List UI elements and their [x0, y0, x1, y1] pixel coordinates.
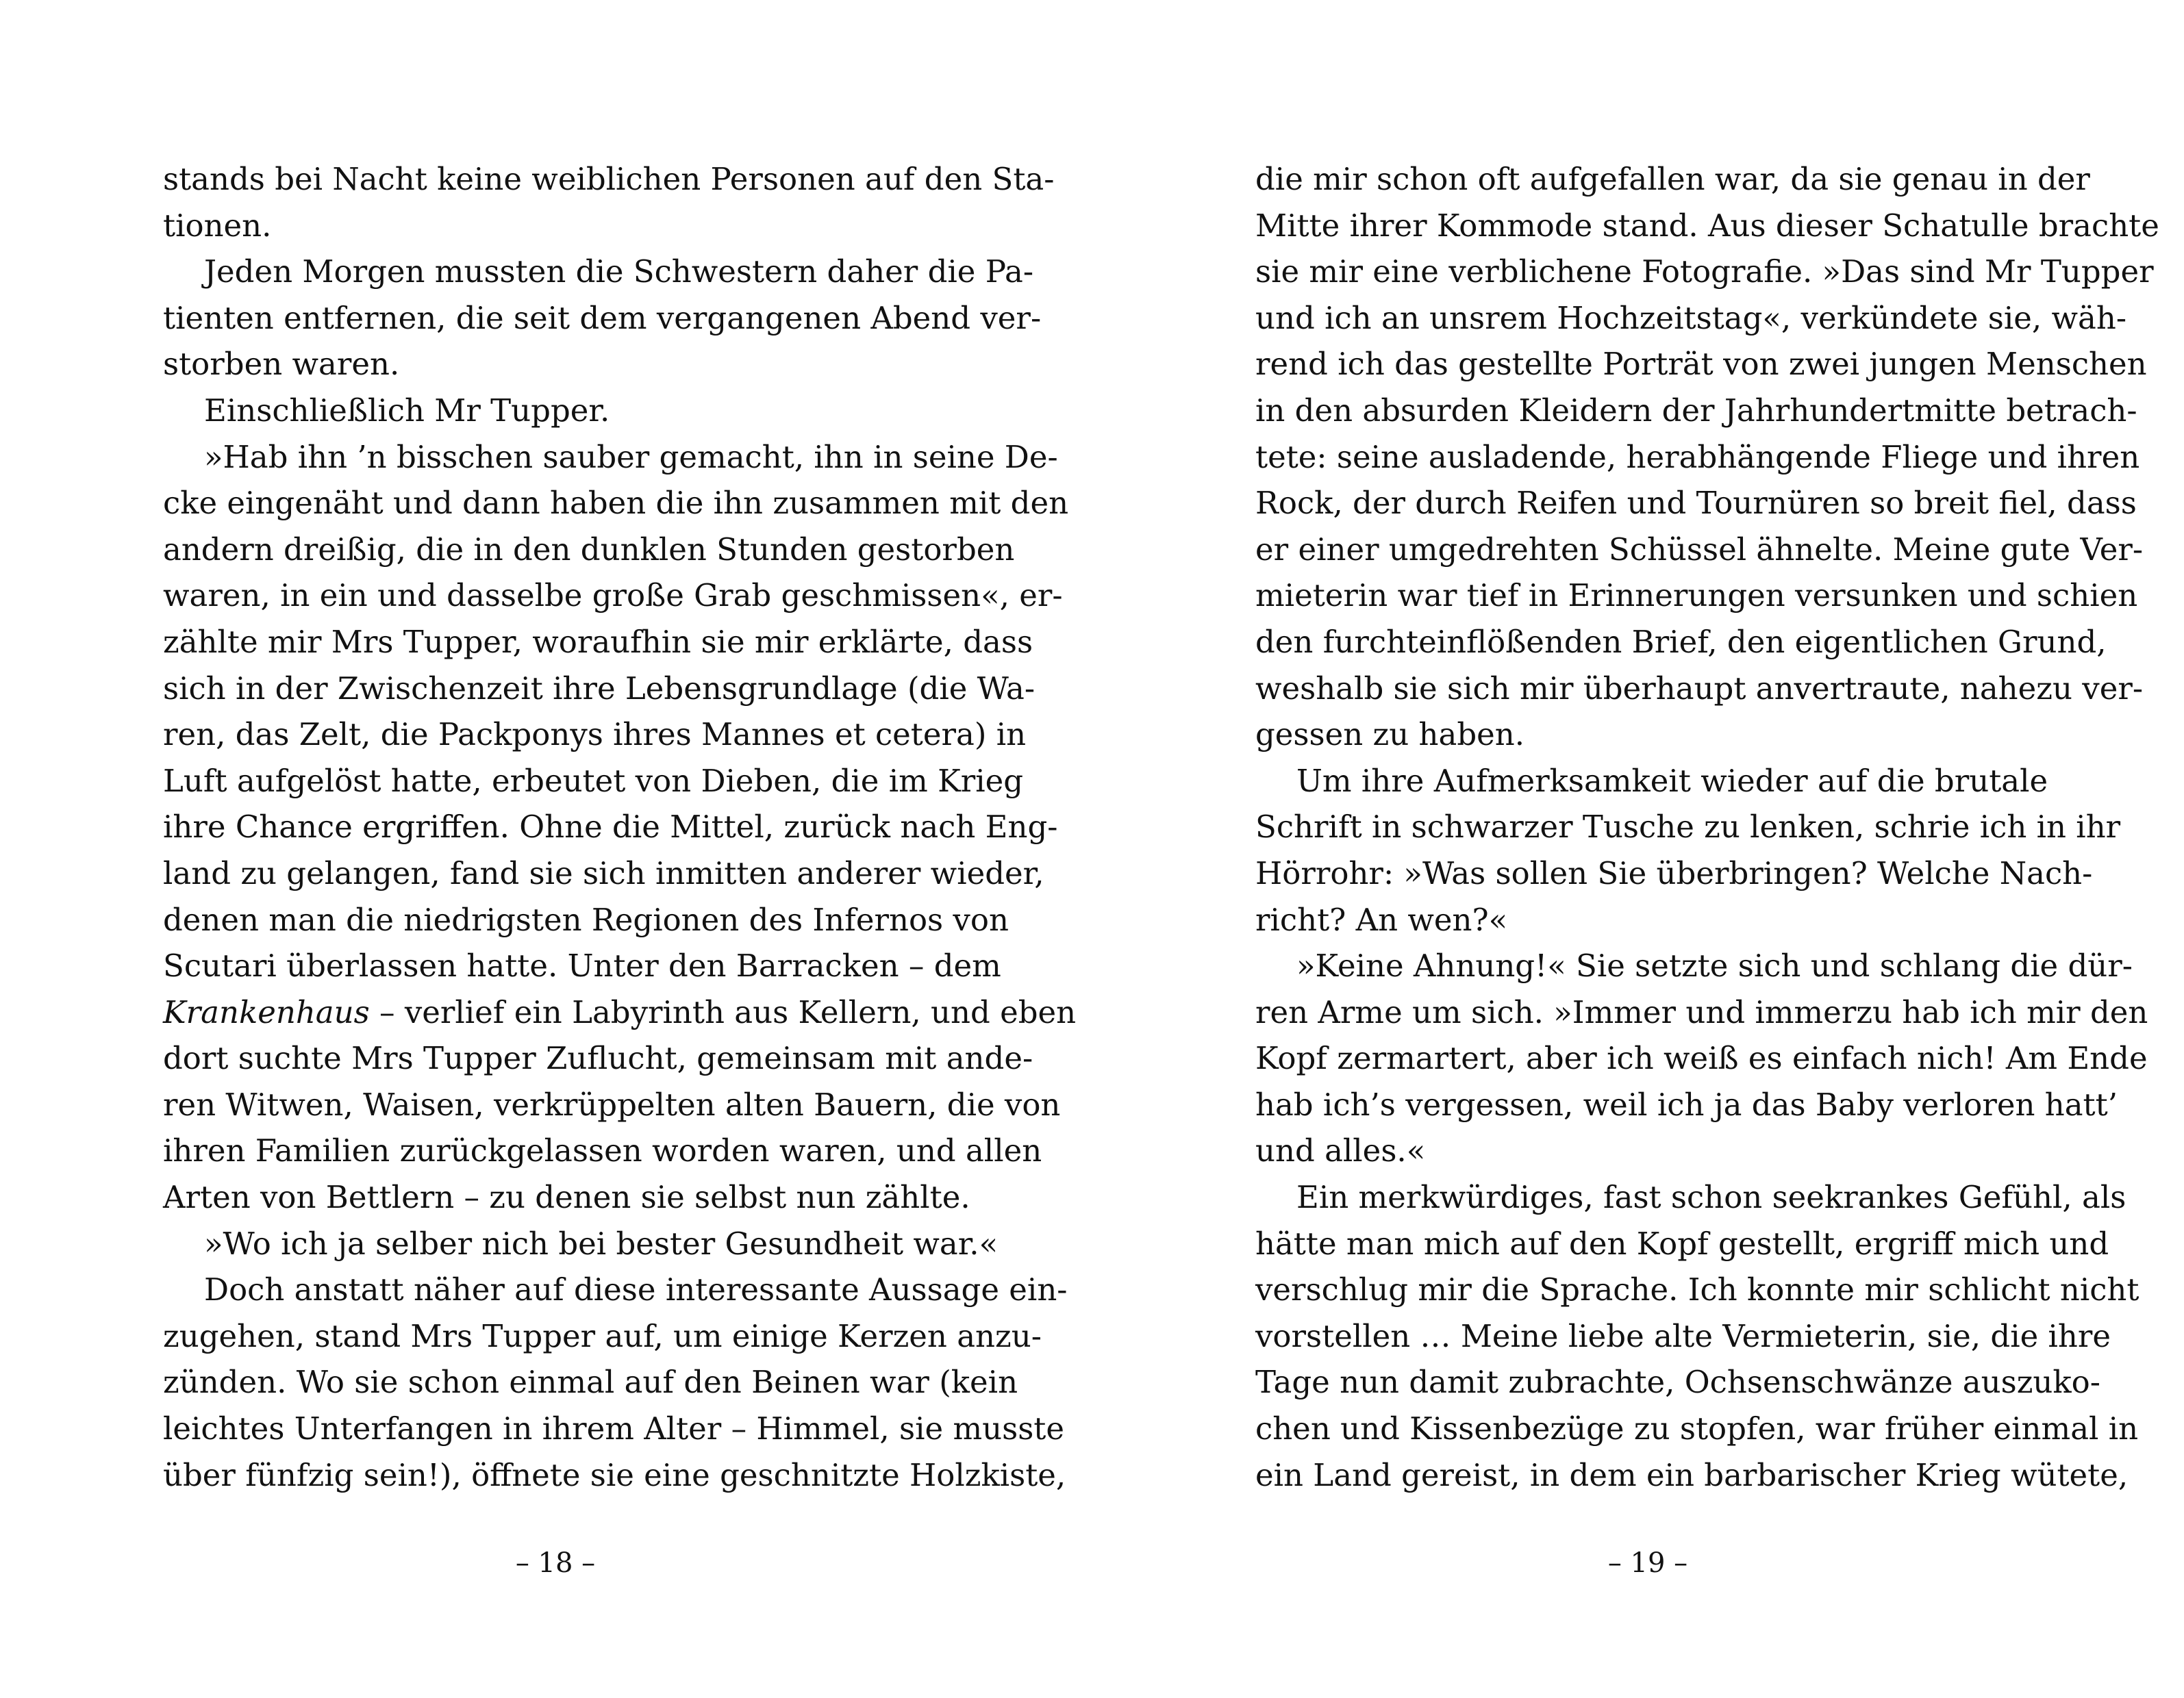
text-line: in den absurden Kleidern der Jahrhundertmitte betrach-	[1255, 392, 2137, 429]
text-line: verschlug mir die Sprache. Ich konnte mir schlicht nicht	[1255, 1271, 2139, 1308]
text-line: Tage nun damit zubrachte, Ochsenschwänze auszuko-	[1255, 1364, 2100, 1401]
text-line: cke eingenäht und dann haben die ihn zusammen mit den	[163, 485, 1069, 522]
text-line: rend ich das gestellte Porträt von zwei jungen Menschen	[1255, 346, 2147, 383]
right-page-number: – 19 –	[1607, 1547, 1688, 1579]
text-line: ren Arme um sich. »Immer und immerzu hab ich mir den	[1255, 993, 2148, 1030]
text-line: gessen zu haben.	[1255, 716, 1525, 753]
text-line: Rock, der durch Reifen und Tournüren so breit fiel, dass	[1255, 485, 2137, 522]
text-line: Luft aufgelöst hatte, erbeutet von Dieben, die im Krieg	[163, 762, 1024, 799]
text-line: vorstellen … Meine liebe alte Vermieterin, sie, die ihre	[1255, 1317, 2111, 1354]
text-line: stands bei Nacht keine weiblichen Personen auf den Sta-	[163, 161, 1055, 197]
left-page-number: – 18 –	[515, 1547, 596, 1579]
text-line: tionen.	[163, 207, 272, 244]
text-line: und alles.«	[1255, 1132, 1426, 1169]
text-line: richt? An wen?«	[1255, 901, 1508, 938]
text-line: mieterin war tief in Erinnerungen versunken und schien	[1255, 577, 2138, 614]
text-line: chen und Kissenbezüge zu stopfen, war früher einmal in	[1255, 1410, 2139, 1447]
text-line: ihre Chance ergriffen. Ohne die Mittel, zurück nach Eng-	[163, 809, 1058, 846]
text-line: er einer umgedrehten Schüssel ähnelte. Meine gute Ver-	[1255, 531, 2144, 568]
text-line: sich in der Zwischenzeit ihre Lebensgrundlage (die Wa-	[163, 670, 1035, 707]
text-line: sie mir eine verblichene Fotografie. »Das sind Mr Tupper	[1255, 253, 2154, 290]
text-line: ren, das Zelt, die Packponys ihres Mannes et cetera) in	[163, 716, 1027, 753]
text-line: land zu gelangen, fand sie sich inmitten anderer wieder,	[163, 854, 1044, 891]
text-line: waren, in ein und dasselbe große Grab geschmissen«, er-	[163, 577, 1063, 614]
text-line: Schrift in schwarzer Tusche zu lenken, schrie ich in ihr	[1255, 809, 2121, 846]
text-line: Hörrohr: »Was sollen Sie überbringen? Welche Nach-	[1255, 854, 2093, 891]
text-line: und ich an unsrem Hochzeitstag«, verkündete sie, wäh-	[1255, 299, 2127, 336]
text-line: ihren Familien zurückgelassen worden waren, und allen	[163, 1132, 1042, 1169]
text-line: »Hab ihn ’n bisschen sauber gemacht, ihn in seine De-	[204, 438, 1058, 475]
text-line: ein Land gereist, in dem ein barbarischer Krieg wütete,	[1255, 1456, 2129, 1493]
text-line: dort suchte Mrs Tupper Zuflucht, gemeinsam mit ande-	[163, 1040, 1033, 1077]
text-line: ren Witwen, Waisen, verkrüppelten alten Bauern, die von	[163, 1086, 1061, 1123]
italic-word: Krankenhaus	[163, 993, 370, 1030]
text-line: Ein merkwürdiges, fast schon seekrankes Gefühl, als	[1296, 1179, 2126, 1216]
right-page-body	[1255, 156, 2159, 1498]
text-line: leichtes Unterfangen in ihrem Alter – Himmel, sie musste	[163, 1410, 1065, 1447]
text-line: über fünfzig sein!), öffnete sie eine geschnitzte Holzkiste,	[163, 1456, 1066, 1493]
text-line: zählte mir Mrs Tupper, woraufhin sie mir erklärte, dass	[163, 623, 1033, 660]
text-line: andern dreißig, die in den dunklen Stunden gestorben	[163, 531, 1015, 568]
text-line	[163, 989, 1077, 1036]
text-line: Arten von Bettlern – zu denen sie selbst nun zählte.	[163, 1179, 970, 1216]
text-line: hab ich’s vergessen, weil ich ja das Baby verloren hatt’	[1255, 1086, 2118, 1123]
text-line: die mir schon oft aufgefallen war, da sie genau in der	[1255, 161, 2090, 197]
text-line: denen man die niedrigsten Regionen des Infernos von	[163, 901, 1009, 938]
text-line: Scutari überlassen hatte. Unter den Barracken – dem	[163, 948, 1001, 985]
text-line: zünden. Wo sie schon einmal auf den Beinen war (kein	[163, 1364, 1018, 1401]
text-line: hätte man mich auf den Kopf gestellt, ergriff mich und	[1255, 1225, 2109, 1262]
text-line: Mitte ihrer Kommode stand. Aus dieser Schatulle brachte	[1255, 207, 2159, 244]
left-page-body	[163, 156, 1077, 1498]
text-line: tete: seine ausladende, herabhängende Fliege und ihren	[1255, 438, 2140, 475]
text-line: Jeden Morgen mussten die Schwestern daher die Pa-	[204, 253, 1034, 290]
text-line: Einschließlich Mr Tupper.	[204, 392, 610, 429]
text-line: tienten entfernen, die seit dem vergangenen Abend ver-	[163, 299, 1042, 336]
text-line: Kopf zermartert, aber ich weiß es einfach nich! Am Ende	[1255, 1040, 2148, 1077]
text-line: Um ihre Aufmerksamkeit wieder auf die brutale	[1296, 762, 2048, 799]
text-line: storben waren.	[163, 346, 400, 383]
text-line: Doch anstatt näher auf diese interessante Aussage ein-	[204, 1271, 1068, 1308]
text-line: zugehen, stand Mrs Tupper auf, um einige Kerzen anzu-	[163, 1317, 1042, 1354]
text-line: »Wo ich ja selber nich bei bester Gesundheit war.«	[204, 1225, 999, 1262]
text-line: den furchteinflößenden Brief, den eigentlichen Grund,	[1255, 623, 2107, 660]
text-line: »Keine Ahnung!« Sie setzte sich und schlang die dür-	[1296, 948, 2133, 985]
line-text: – verlief ein Labyrinth aus Kellern, und eben	[369, 993, 1077, 1030]
text-line: weshalb sie sich mir überhaupt anvertraute, nahezu ver-	[1255, 670, 2144, 707]
